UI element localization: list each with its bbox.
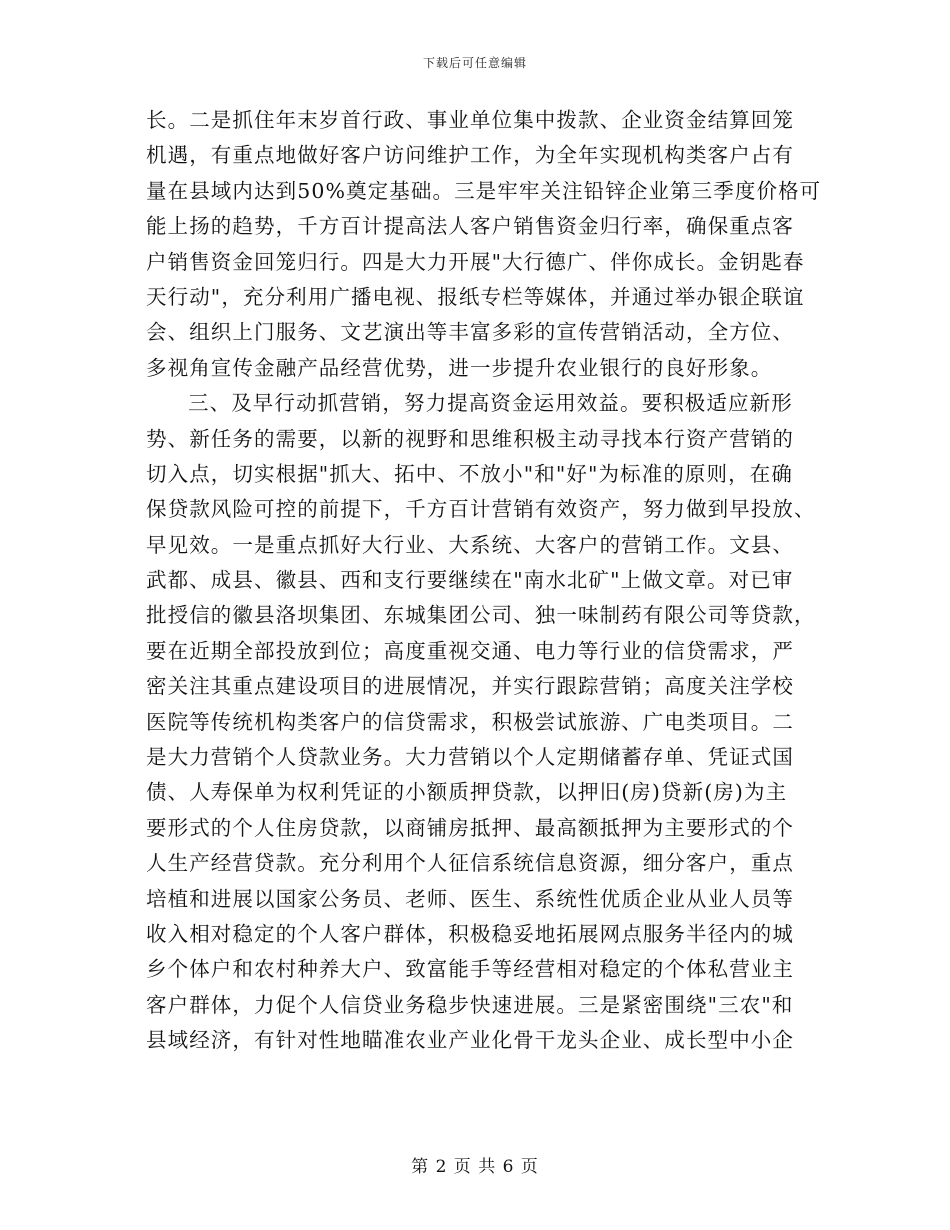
text-line: 量在县域内达到50%奠定基础。三是牢牢关注铅锌企业第三季度价格可: [146, 178, 822, 203]
text-line: 密关注其重点建设项目的进展情况，并实行跟踪营销；高度关注学校: [146, 674, 794, 699]
text-line: 客户群体，力促个人信贷业务稳步快速进展。三是紧密围绕"三农"和: [146, 992, 794, 1017]
text-line: 机遇，有重点地做好客户访问维护工作，为全年实现机构类客户占有: [146, 143, 794, 168]
text-line: 长。二是抓住年末岁首行政、事业单位集中拨款、企业资金结算回笼: [146, 108, 794, 132]
text-line: 收入相对稳定的个人客户群体，积极稳妥地拓展网点服务半径内的城: [146, 921, 794, 946]
text-line: 债、人寿保单为权利凭证的小额质押贷款，以押旧(房)贷新(房)为主: [146, 780, 788, 805]
text-line: 武都、成县、徽县、西和支行要继续在"南水北矿"上做文章。对已审: [146, 568, 794, 593]
text-line: 乡个体户和农村种养大户、致富能手等经营相对稳定的个体私营业主: [146, 957, 794, 982]
page-header-note: 下载后可任意编辑: [422, 56, 527, 70]
text-line: 切入点，切实根据"抓大、拓中、不放小"和"好"为标准的原则，在确: [146, 461, 793, 486]
text-line: 天行动"，充分利用广播电视、报纸专栏等媒体，并通过举办银企联谊: [146, 284, 805, 309]
text-line: 多视角宣传金融产品经营优势，进一步提升农业银行的良好形象。: [146, 355, 773, 380]
page-number-footer: 第 2 页 共 6 页: [411, 1157, 539, 1177]
text-line: 批授信的徽县洛坝集团、东城集团公司、独一味制药有限公司等贷款，: [146, 603, 816, 628]
text-line: 保贷款风险可控的前提下，千方百计营销有效资产，努力做到早投放、: [146, 497, 816, 522]
section-heading-line: 三、及早行动抓营销，努力提高资金运用效益。要积极适应新形: [188, 391, 793, 416]
text-line: 势、新任务的需要，以新的视野和思维积极主动寻找本行资产营销的: [146, 426, 794, 451]
document-body: [146, 103, 822, 1059]
text-line: 能上扬的趋势，千方百计提高法人客户销售资金归行率，确保重点客: [146, 214, 794, 239]
text-line: 县域经济，有针对性地瞄准农业产业化骨干龙头企业、成长型中小企: [146, 1028, 794, 1053]
text-line: 人生产经营贷款。充分利用个人征信系统信息资源，细分客户，重点: [146, 851, 794, 876]
text-line: 培植和进展以国家公务员、老师、医生、系统性优质企业从业人员等: [146, 886, 794, 911]
text-line: 会、组织上门服务、文艺演出等丰富多彩的宣传营销活动，全方位、: [146, 320, 794, 345]
text-line: 医院等传统机构类客户的信贷需求，积极尝试旅游、广电类项目。二: [146, 709, 794, 734]
text-line: 户销售资金回笼归行。四是大力开展"大行德广、伴你成长。金钥匙春: [146, 249, 805, 274]
text-line: 要形式的个人住房贷款，以商铺房抵押、最高额抵押为主要形式的个: [146, 815, 794, 840]
text-line: 是大力营销个人贷款业务。大力营销以个人定期储蓄存单、凭证式国: [146, 745, 794, 770]
text-line: 早见效。一是重点抓好大行业、大系统、大客户的营销工作。文县、: [146, 532, 794, 557]
text-line: 要在近期全部投放到位；高度重视交通、电力等行业的信贷需求，严: [146, 638, 794, 663]
